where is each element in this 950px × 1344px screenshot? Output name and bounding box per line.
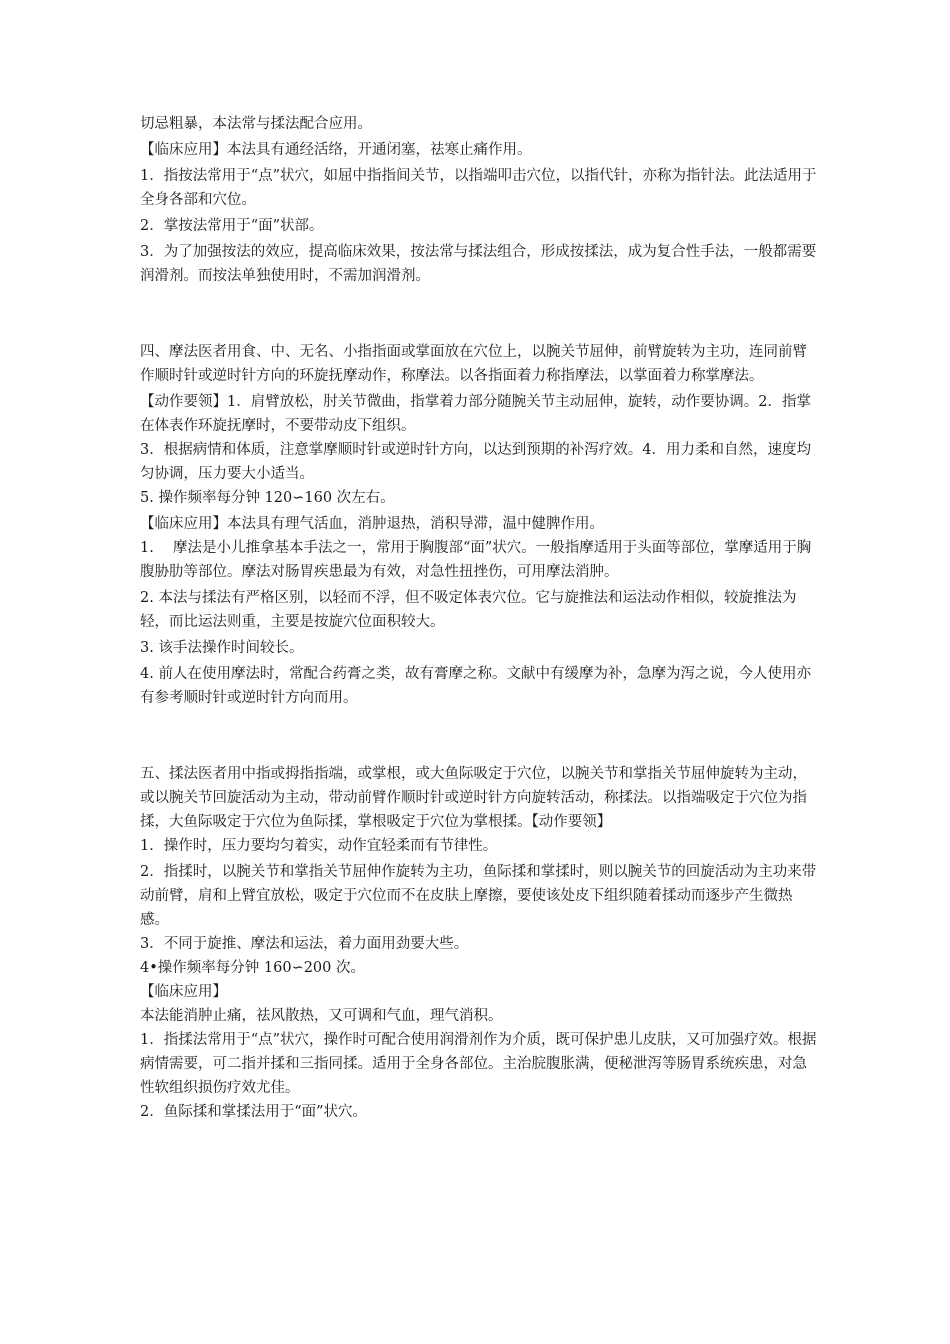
section-heading-paragraph: 五、揉法医者用中指或拇指指端，或掌根，或大鱼际吸定于穴位，以腕关节和掌指关节屈伸旋转为主动，或以腕关节回旋活动为主动，带动前臂作顺时针或逆时针方向旋转活动，称揉法。以指端吸定于穴位为指揉，大鱼际吸定于穴位为鱼际揉，掌根吸定于穴位为掌根揉。【动作要领】 <box>140 766 807 830</box>
paragraph: 2. 本法与揉法有严格区别，以轻而不浮，但不吸定体表穴位。它与旋推法和运法动作相似，较旋推法为轻，而比运法则重，主要是按旋穴位面积较大。 <box>140 590 797 630</box>
paragraph: 4. 前人在使用摩法时，常配合药膏之类，故有膏摩之称。文献中有缓摩为补，急摩为泻之说，今人使用亦有参考顺时针或逆时针方向而用。 <box>140 666 811 706</box>
paragraph: 3．根据病情和体质，注意掌摩顺时针或逆时针方向，以达到预期的补泻疗效。4．用力柔和自然，速度均匀协调，压力要大小适当。 <box>140 442 811 482</box>
paragraph: 【临床应用】本法具有理气活血，消肿退热，消积导滞，温中健脾作用。 <box>140 516 604 532</box>
section-intro <box>140 112 820 288</box>
paragraph: 5. 操作频率每分钟 120∽160 次左右。 <box>140 490 395 506</box>
section-spacer <box>140 710 820 762</box>
paragraph: 3. 该手法操作时间较长。 <box>140 640 304 656</box>
paragraph: 1．指按法常用于“点”状穴，如屈中指指间关节，以指端叩击穴位，以指代针，亦称为指针法。此法适用于全身各部和穴位。 <box>140 168 817 208</box>
paragraph: 2．鱼际揉和掌揉法用于“面”状穴。 <box>140 1104 368 1120</box>
section-five <box>140 762 820 1124</box>
paragraph: 1．操作时，压力要均匀着实，动作宜轻柔而有节律性。 <box>140 838 498 854</box>
paragraph: 2．掌按法常用于“面”状部。 <box>140 218 324 234</box>
paragraph: 3．为了加强按法的效应，提高临床效果，按法常与揉法组合，形成按揉法，成为复合性手法，一般都需要润滑剂。而按法单独使用时，不需加润滑剂。 <box>140 244 817 284</box>
paragraph: 【临床应用】本法具有通经活络，开通闭塞，祛寒止痛作用。 <box>140 142 532 158</box>
paragraph: 【动作要领】1．肩臂放松，肘关节微曲，指掌着力部分随腕关节主动屈伸，旋转，动作要协调。2．指掌在体表作环旋抚摩时，不要带动皮下组织。 <box>140 394 811 434</box>
paragraph: 4•操作频率每分钟 160∽200 次。 <box>140 960 365 976</box>
paragraph: 本法能消肿止痛，祛风散热，又可调和气血，理气消积。 <box>140 1008 503 1024</box>
section-four <box>140 340 820 710</box>
document-body <box>140 112 820 1124</box>
paragraph: 【临床应用】 <box>140 984 227 1000</box>
paragraph: 1．指揉法常用于“点”状穴，操作时可配合使用润滑剂作为介质，既可保护患儿皮肤，又可加强疗效。根据病情需要，可二指并揉和三指同揉。适用于全身各部位。主治脘腹胀满，便秘泄泻等肠胃系统疾患，对急性软组织损伤疗效尤佳。 <box>140 1032 817 1096</box>
paragraph: 3．不同于旋推、摩法和运法，着力面用劲要大些。 <box>140 936 469 952</box>
section-spacer <box>140 288 820 340</box>
paragraph: 2．指揉时，以腕关节和掌指关节屈伸作旋转为主功，鱼际揉和掌揉时，则以腕关节的回旋活动为主功来带动前臂，肩和上臂宜放松，吸定于穴位而不在皮肤上摩擦，要使该处皮下组织随着揉动而逐步产生微热感。 <box>140 864 817 928</box>
section-heading-paragraph: 四、摩法医者用食、中、无名、小指指面或掌面放在穴位上，以腕关节屈伸，前臂旋转为主功，连同前臂作顺时针或逆时针方向的环旋抚摩动作，称摩法。以各指面着力称指摩法，以掌面着力称掌摩法。 <box>140 344 807 384</box>
paragraph: 1. 摩法是小儿推拿基本手法之一，常用于胸腹部“面”状穴。一般指摩适用于头面等部位，掌摩适用于胸腹胁肋等部位。摩法对肠胃疾患最为有效，对急性扭挫伤，可用摩法消肿。 <box>140 540 812 580</box>
paragraph: 切忌粗暴，本法常与揉法配合应用。 <box>140 116 372 132</box>
